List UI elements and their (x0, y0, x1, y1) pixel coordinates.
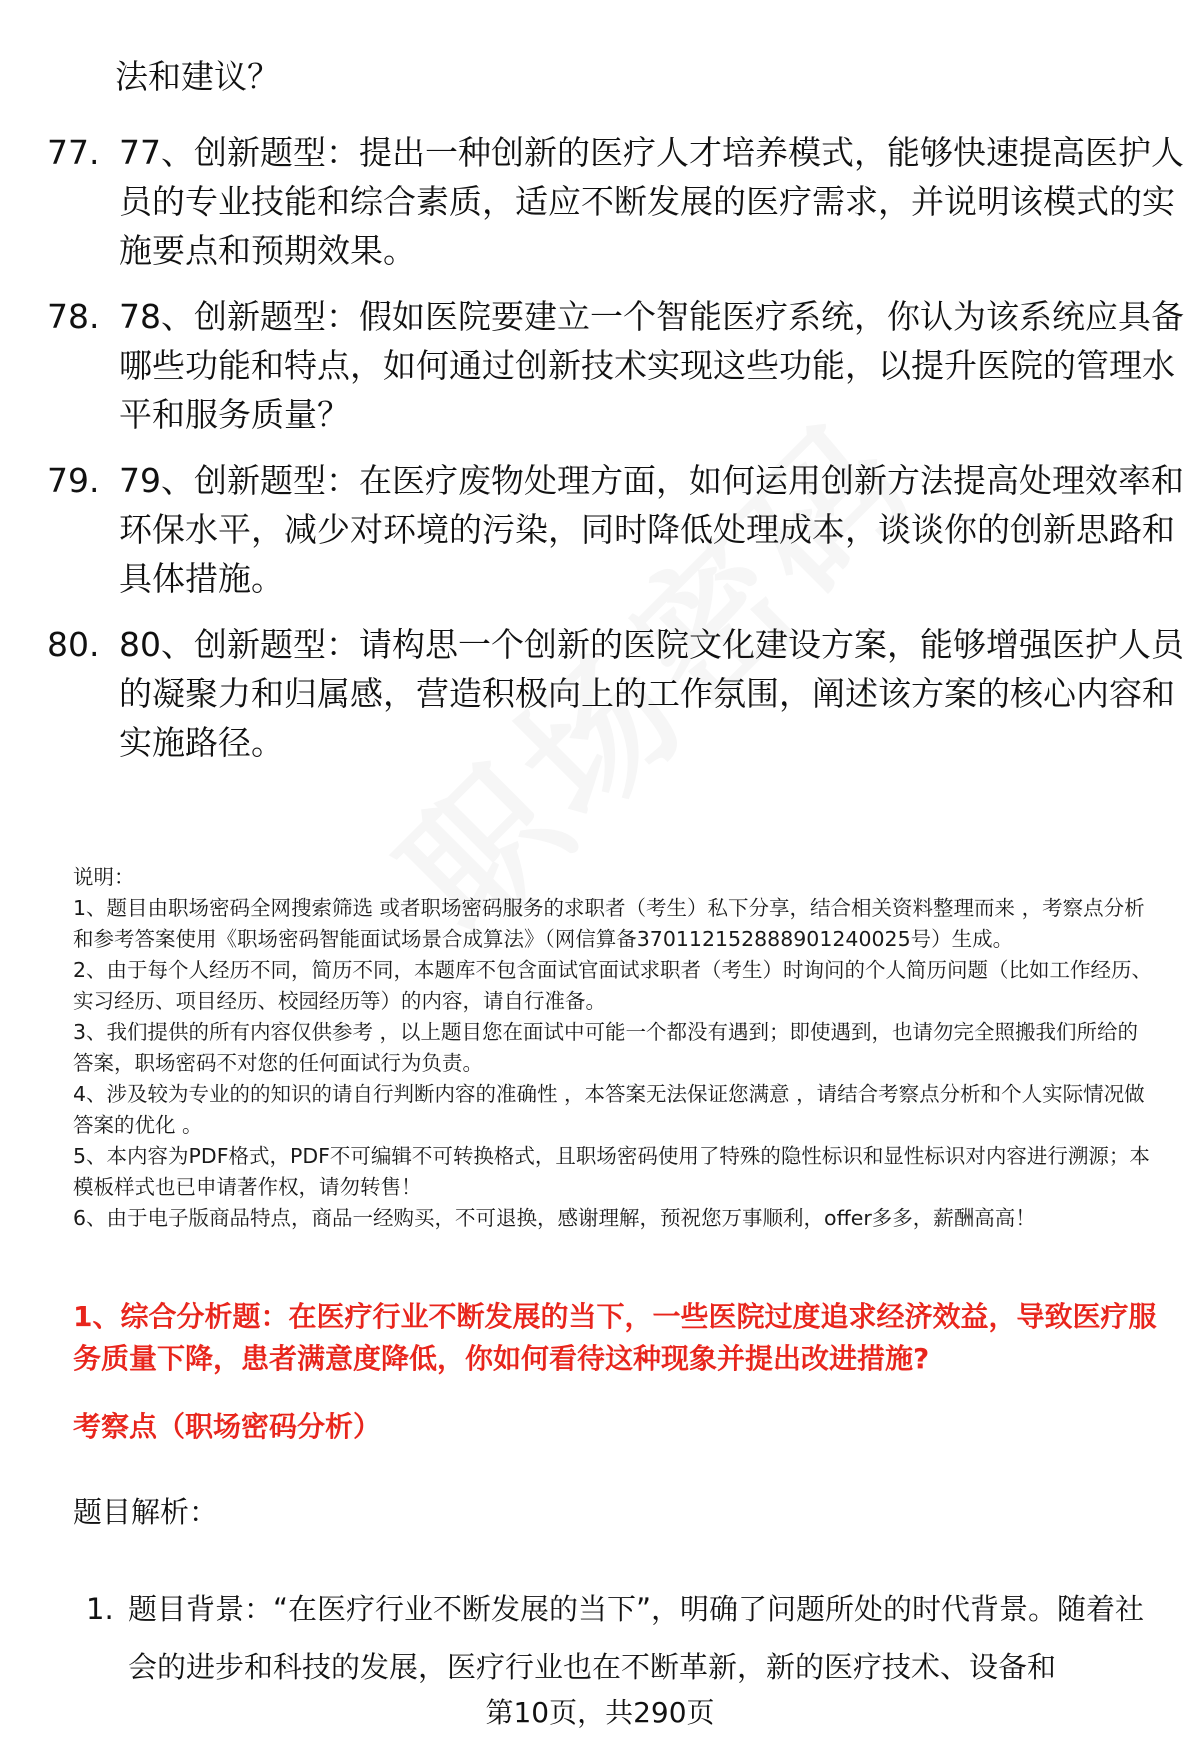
item-number: 78. (47, 297, 100, 336)
note-line: 4、涉及较为专业的的知识的请自行判断内容的准确性 ，本答案无法保证您满意 ，请结合考察点分析和个人实际情况做答案的优化 。 (73, 1082, 1145, 1137)
item-number: 80. (47, 625, 100, 664)
item-number: 77. (47, 133, 100, 172)
item-text: 77、创新题型：提出一种创新的医疗人才培养模式，能够快速提高医护人员的专业技能和综合素质，适应不断发展的医疗需求，并说明该模式的实施要点和预期效果。 (119, 133, 1184, 270)
notes-section (73, 862, 1158, 1234)
item-text: 78、创新题型：假如医院要建立一个智能医疗系统，你认为该系统应具备哪些功能和特点，如何通过创新技术实现这些功能，以提升医院的管理水平和服务质量？ (119, 297, 1184, 434)
note-line: 5、本内容为PDF格式，PDF不可编辑不可转换格式，且职场密码使用了特殊的隐性标识和显性标识对内容进行溯源；本模板样式也已申请著作权，请勿转售！ (73, 1144, 1150, 1199)
item-number: 79. (47, 461, 100, 500)
note-line: 1、题目由职场密码全网搜索筛选 或者职场密码服务的求职者（考生）私下分享，结合相关资料整理而来 ，考察点分析和参考答案使用《职场密码智能面试场景合成算法》（网信算备370112152888901240025号）生成。 (73, 896, 1145, 951)
continuation-text: 法和建议？ (115, 57, 280, 96)
analysis-item-text: 题目背景：“在医疗行业不断发展的当下”，明确了问题所处的时代背景。随着社会的进步和科技的发展，医疗行业也在不断革新，新的医疗技术、设备和 (128, 1592, 1145, 1684)
note-line: 6、由于电子版商品特点，商品一经购买，不可退换，感谢理解，预祝您万事顺利，offer多多，薪酬高高！ (73, 1206, 1036, 1230)
notes-title: 说明： (73, 865, 135, 889)
question-heading: 1、综合分析题：在医疗行业不断发展的当下，一些医院过度追求经济效益，导致医疗服务质量下降，患者满意度降低，你如何看待这种现象并提出改进措施? (73, 1300, 1157, 1375)
note-line: 3、我们提供的所有内容仅供参考 ，以上题目您在面试中可能一个都没有遇到；即使遇到，也请勿完全照搬我们所给的答案，职场密码不对您的任何面试行为负责。 (73, 1020, 1139, 1075)
item-text: 79、创新题型：在医疗废物处理方面，如何运用创新方法提高处理效率和环保水平，减少对环境的污染，同时降低处理成本，谈谈你的创新思路和具体措施。 (119, 461, 1184, 598)
note-line: 2、由于每个人经历不同，简历不同，本题库不包含面试官面试求职者（考生）时询问的个人简历问题（比如工作经历、实习经历、项目经历、校园经历等）的内容，请自行准备。 (73, 958, 1153, 1013)
kaochadian-heading: 考察点（职场密码分析） (73, 1410, 382, 1443)
analysis-item-number: 1. (86, 1592, 114, 1626)
page-footer: 第10页，共290页 (485, 1696, 715, 1729)
analysis-title: 题目解析： (73, 1495, 219, 1529)
item-text: 80、创新题型：请构思一个创新的医院文化建设方案，能够增强医护人员的凝聚力和归属感，营造积极向上的工作氛围，阐述该方案的核心内容和实施路径。 (119, 625, 1184, 762)
